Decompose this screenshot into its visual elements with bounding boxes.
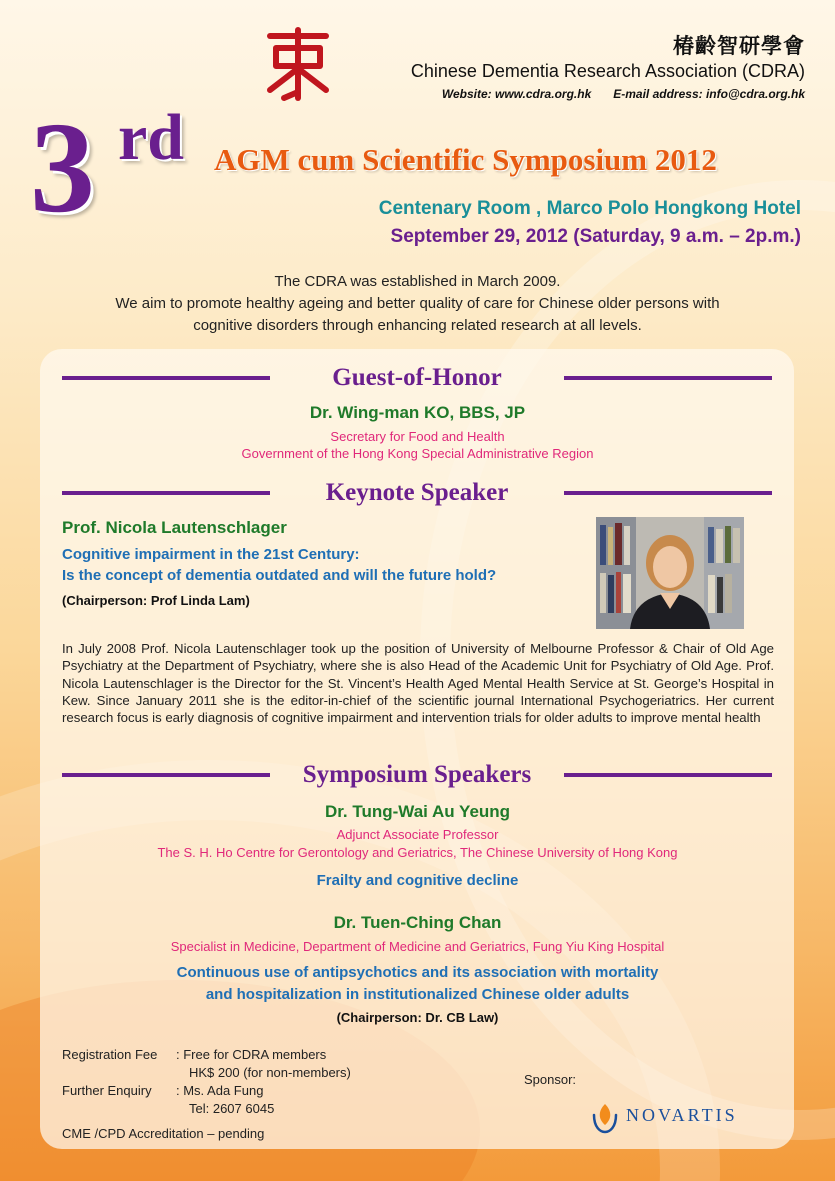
heading-text: Symposium Speakers (302, 761, 532, 788)
section-heading-guest (62, 363, 772, 393)
keynote-chair: (Chairperson: Prof Linda Lam) (62, 593, 250, 608)
ordinal-suffix: rd (118, 101, 184, 174)
keynote-talk-line2: Is the concept of dementia outdated and will the future hold? (62, 567, 497, 584)
sponsor-label: Sponsor: (524, 1072, 577, 1087)
event-ordinal (30, 96, 220, 240)
section-heading-keynote (62, 478, 772, 508)
keynote-speaker-photo (596, 517, 744, 629)
email-link[interactable]: E-mail address: info@cdra.org.hk (613, 87, 805, 101)
enquiry-contact: : Ms. Ada Fung (176, 1083, 264, 1098)
guest-role: Secretary for Food and Health (330, 429, 505, 444)
speaker1-org: The S. H. Ho Centre for Gerontology and Geriatrics, The Chinese University of Hong Kong (157, 845, 678, 860)
heading-text: Guest-of-Honor (332, 364, 502, 391)
enquiry-phone[interactable]: Tel: 2607 6045 (189, 1101, 275, 1116)
org-name-english: Chinese Dementia Research Association (CDRA) (410, 61, 805, 81)
contact-line (442, 87, 805, 101)
registration-label: Registration Fee (62, 1047, 158, 1062)
guest-org: Government of the Hong Kong Special Administrative Region (241, 446, 594, 461)
registration-value: HK$ 200 (for non-members) (189, 1065, 351, 1080)
event-venue: Centenary Room , Marco Polo Hongkong Hotel (378, 198, 801, 219)
event-title: AGM cum Scientific Symposium 2012 (214, 142, 717, 177)
novartis-logo-icon (588, 1101, 622, 1135)
speaker2-name: Dr. Tuen-Ching Chan (333, 913, 502, 932)
intro-line: We aim to promote healthy ageing and better quality of care for Chinese older persons with (115, 295, 720, 312)
cdra-logo-icon (262, 26, 334, 102)
section-heading-symposium (62, 760, 772, 790)
speaker2-title: Specialist in Medicine, Department of Medicine and Geriatrics, Fung Yiu King Hospital (170, 939, 665, 954)
intro-text (40, 271, 795, 337)
program-panel (40, 349, 794, 1149)
registration-value: : Free for CDRA members (176, 1047, 327, 1062)
event-date: September 29, 2012 (Saturday, 9 a.m. – 2p.m.) (390, 226, 801, 247)
keynote-name: Prof. Nicola Lautenschlager (62, 518, 287, 537)
accreditation-note: CME /CPD Accreditation – pending (62, 1126, 265, 1141)
intro-line: The CDRA was established in March 2009. (274, 273, 561, 290)
speaker1-talk: Frailty and cognitive decline (316, 872, 519, 889)
enquiry-label: Further Enquiry (62, 1083, 152, 1098)
speaker1-name: Dr. Tung-Wai Au Yeung (324, 802, 511, 821)
speaker2-talk-line2: and hospitalization in institutionalized Chinese older adults (205, 986, 630, 1003)
keynote-talk-line1: Cognitive impairment in the 21st Century: (62, 546, 360, 563)
speaker2-talk-line1: Continuous use of antipsychotics and its association with mortality (176, 964, 659, 981)
symposium-chair: (Chairperson: Dr. CB Law) (336, 1010, 499, 1025)
ordinal-number: 3 (30, 96, 95, 240)
speaker1-title: Adjunct Associate Professor (336, 827, 499, 842)
intro-line: cognitive disorders through enhancing related research at all levels. (193, 317, 642, 334)
speaker-portrait-icon (596, 517, 744, 629)
heading-text: Keynote Speaker (325, 479, 509, 506)
guest-name: Dr. Wing-man KO, BBS, JP (309, 403, 526, 422)
sponsor-name: NOVARTIS (626, 1105, 738, 1125)
sponsor-logo (588, 1101, 768, 1135)
org-name-chinese: 椿齡智研學會 (673, 34, 805, 58)
keynote-bio: In July 2008 Prof. Nicola Lautenschlager took up the position of University of Melbourne Professor & Chair of Old Age Psychiatry at the Department of Psychiatry, where she is also Head of the Academic Unit for Psychiatry of Old Age. Prof. Nicola Lautenschlager is the Director for the St. Vincent’s Health Aged Mental Health Service at St. George’s Hospital in Kew. Since January 2011 she is the editor-in-chief of the scientific journal International Psychogeriatrics. Her current research focus is early diagnosis of cognitive impairment and intervention trials for older adults to improve mental health (62, 641, 774, 726)
website-link[interactable]: Website: www.cdra.org.hk (441, 87, 592, 101)
